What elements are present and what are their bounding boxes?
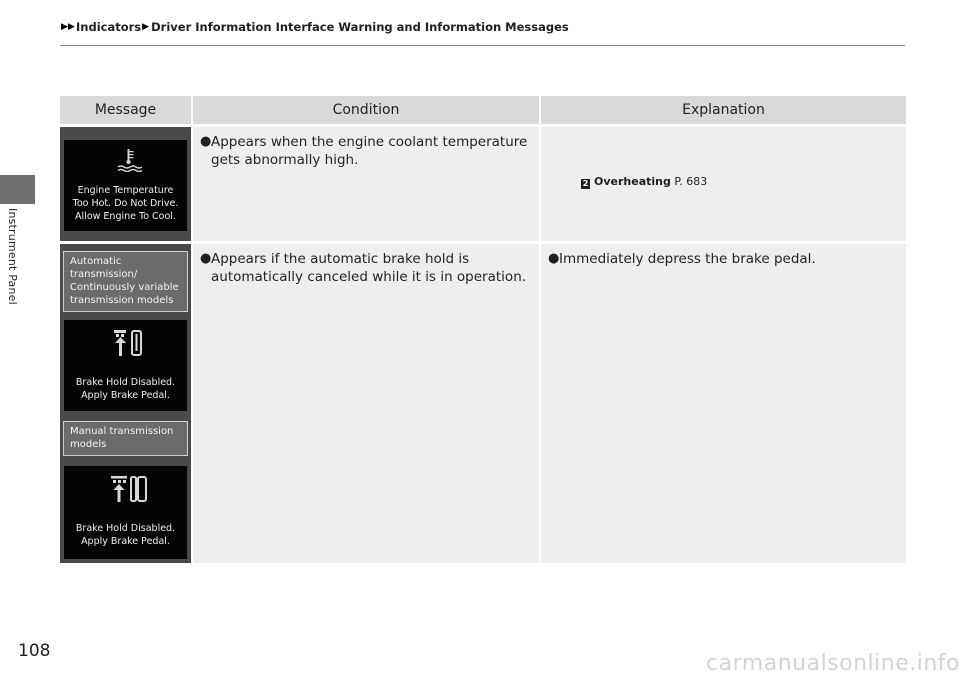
message-table xyxy=(60,96,906,563)
watermark: carmanualsonline.info xyxy=(706,651,960,676)
screen-line: Brake Hold Disabled. xyxy=(75,377,176,388)
section-label: Instrument Panel xyxy=(6,208,19,305)
breadcrumb-item-messages[interactable]: Driver Information Interface Warning and Information Messages xyxy=(151,20,569,34)
header-message: Message xyxy=(60,96,193,124)
page-number: 108 xyxy=(18,641,51,661)
reference-title: Overheating xyxy=(594,175,671,188)
header-condition: Condition xyxy=(193,96,541,124)
model-note-automatic: Automatic transmission/ Continuously variable transmission models xyxy=(63,251,188,312)
display-screen xyxy=(64,140,187,231)
breadcrumb-item-indicators[interactable]: Indicators xyxy=(76,20,142,34)
header-divider xyxy=(60,45,905,46)
display-screen xyxy=(64,320,187,411)
explanation-cell xyxy=(541,124,906,241)
bullet-icon: ● xyxy=(200,134,212,149)
bullet-icon: ● xyxy=(548,251,560,266)
screen-line: Allow Engine To Cool. xyxy=(75,211,176,222)
screen-line: Brake Hold Disabled. xyxy=(75,523,176,534)
table-row xyxy=(60,241,906,563)
bullet-icon: ● xyxy=(200,251,212,266)
breadcrumb xyxy=(61,20,569,34)
condition-cell xyxy=(193,124,541,241)
explanation-text: Immediately depress the brake pedal. xyxy=(559,251,816,267)
explanation-cell xyxy=(541,241,906,563)
message-image-cell xyxy=(60,124,193,241)
breadcrumb-separator-icon: ▶ xyxy=(142,22,150,32)
cross-reference-link[interactable] xyxy=(581,175,946,189)
model-note-manual: Manual transmission models xyxy=(63,421,188,456)
brake-hold-manual-icon xyxy=(110,475,148,503)
screen-line: Apply Brake Pedal. xyxy=(81,536,170,547)
section-tab xyxy=(0,175,35,204)
breadcrumb-arrow-icon: ▶ xyxy=(61,22,68,32)
condition-cell xyxy=(193,241,541,563)
coolant-temperature-icon xyxy=(116,148,142,172)
message-image-cell xyxy=(60,241,193,563)
breadcrumb-arrow-icon: ▶ xyxy=(68,22,75,32)
reference-icon: 2 xyxy=(582,179,589,188)
condition-text: Appears when the engine coolant temperature gets abnormally high. xyxy=(211,134,528,168)
screen-line: Apply Brake Pedal. xyxy=(81,390,170,401)
screen-line: Engine Temperature xyxy=(77,185,174,196)
header-explanation: Explanation xyxy=(541,96,906,124)
reference-page: P. 683 xyxy=(674,175,708,188)
table-row xyxy=(60,124,906,241)
display-screen xyxy=(64,466,187,559)
brake-hold-icon xyxy=(112,329,146,357)
condition-text: Appears if the automatic brake hold is automatically canceled while it is in operation. xyxy=(211,251,527,285)
screen-line: Too Hot. Do Not Drive. xyxy=(72,198,179,209)
